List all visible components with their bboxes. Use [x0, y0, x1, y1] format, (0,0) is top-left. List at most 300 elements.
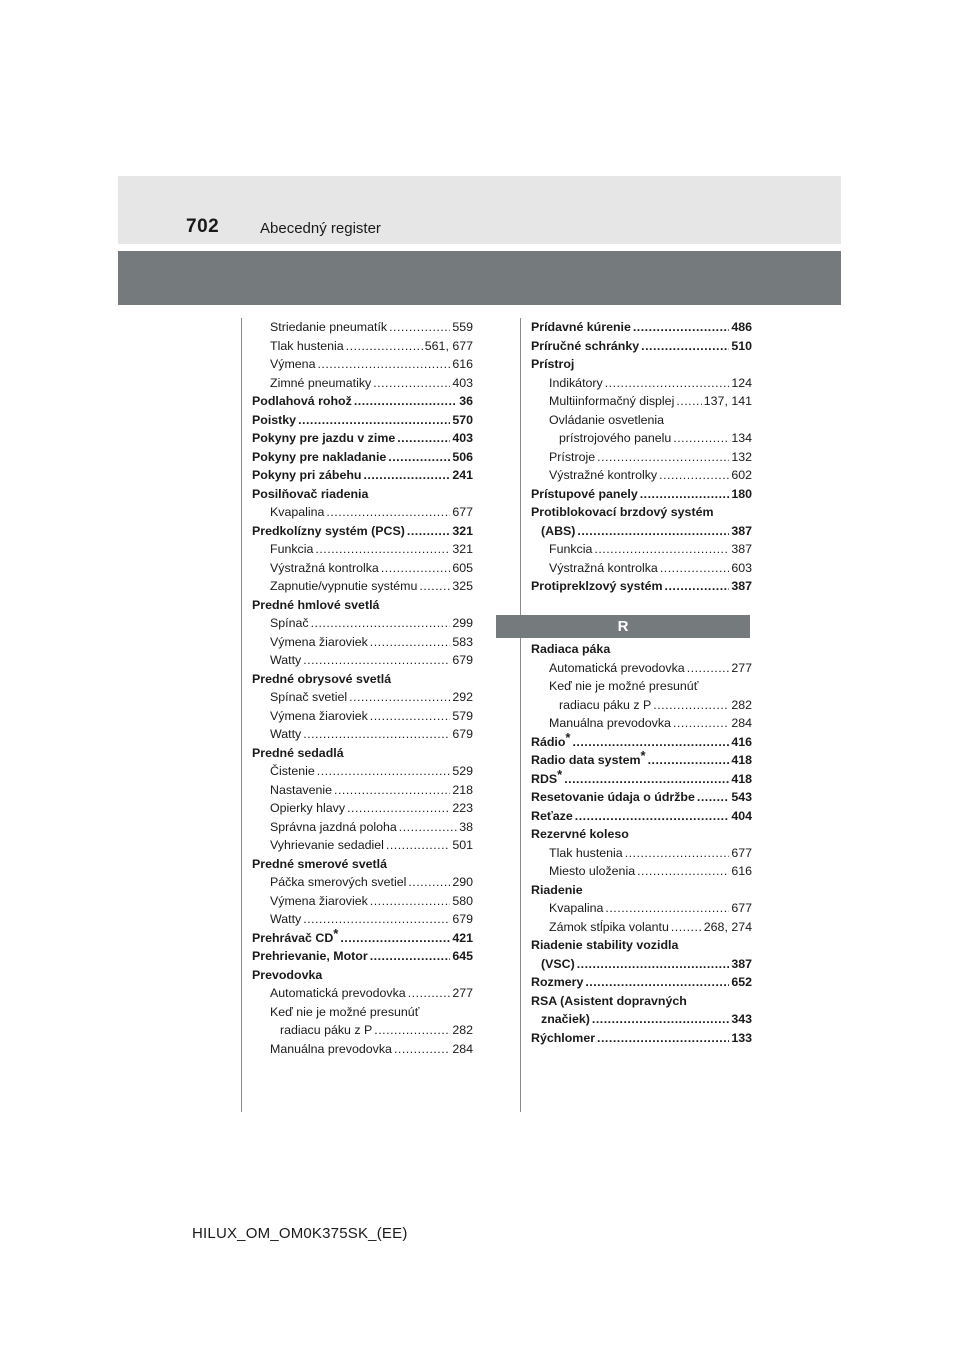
index-entry — [531, 881, 752, 900]
index-entry-page[interactable]: 580 — [452, 893, 473, 908]
index-entry-page[interactable]: 679 — [452, 653, 473, 667]
index-entry-term — [252, 411, 296, 430]
index-entry-page[interactable]: 677 — [731, 901, 752, 915]
index-entry-text: Páčka smerových svetiel — [270, 875, 407, 889]
index-entry — [252, 392, 473, 411]
dot-leader — [577, 522, 729, 541]
index-entry — [531, 318, 752, 337]
index-entry — [252, 836, 473, 855]
index-entry — [252, 411, 473, 430]
index-entry-page[interactable]: 543 — [731, 790, 752, 804]
index-entry-text: Vyhrievanie sedadiel — [270, 838, 384, 852]
index-entry — [252, 744, 473, 763]
dot-leader — [311, 614, 451, 633]
index-entry-text: Protipreklzový systém — [531, 579, 663, 593]
index-entry-page[interactable]: 579 — [452, 708, 473, 723]
index-entry-text: Prehrievanie, Motor — [252, 949, 368, 963]
index-entry-text: Výstražné kontrolky — [549, 468, 658, 482]
index-entry-term — [252, 392, 352, 411]
index-entry — [531, 429, 752, 448]
index-entry-page[interactable]: 343 — [731, 1012, 752, 1026]
index-entry — [531, 807, 752, 826]
dot-leader — [386, 836, 450, 855]
index-entry — [252, 633, 473, 652]
index-entry — [252, 725, 473, 744]
index-entry-text: Predkolízny systém (PCS) — [252, 523, 405, 538]
dot-leader — [388, 448, 450, 467]
footnote-star: * — [557, 766, 563, 782]
index-entry-term — [549, 413, 664, 427]
dot-leader — [633, 318, 729, 337]
index-entry — [252, 540, 473, 559]
index-entry-page[interactable]: 241 — [452, 468, 473, 482]
index-entry-page[interactable]: 387 — [731, 542, 752, 556]
index-entry-term — [549, 918, 669, 937]
index-entry-page[interactable]: 218 — [452, 782, 473, 797]
index-entry — [531, 448, 752, 467]
index-entry-page[interactable]: 282 — [452, 1023, 473, 1037]
index-entry-page[interactable]: 486 — [731, 320, 752, 334]
index-entry-term — [252, 466, 361, 485]
index-entry-term — [531, 973, 583, 992]
index-entry-page[interactable]: 416 — [731, 734, 752, 749]
dot-leader — [363, 466, 450, 485]
index-entry-text: Protiblokovací brzdový systém — [531, 505, 714, 519]
index-entry-page[interactable]: 506 — [452, 449, 473, 464]
index-entry — [531, 862, 752, 881]
index-entry-term — [549, 899, 603, 918]
index-entry — [252, 855, 473, 874]
dot-leader — [594, 540, 729, 559]
index-entry — [531, 411, 752, 430]
index-entry-term — [252, 746, 344, 760]
index-entry-text: Prehrávač CD — [252, 930, 334, 945]
index-entry-page[interactable]: 277 — [452, 986, 473, 1000]
index-entry-text: Podlahová rohož — [252, 394, 352, 408]
index-entry-page[interactable]: 404 — [731, 808, 752, 823]
dot-leader — [648, 751, 730, 770]
index-entry-text: Watty — [270, 727, 302, 741]
index-entry-page[interactable]: 501 — [452, 838, 473, 852]
index-entry-text: Zámok stĺpika volantu — [549, 919, 669, 934]
index-entry — [531, 485, 752, 504]
index-entry — [252, 614, 473, 633]
index-entry-page[interactable]: 559 — [452, 320, 473, 334]
dot-leader — [381, 559, 451, 578]
index-entry-page[interactable]: 292 — [452, 690, 473, 704]
index-entry-page[interactable]: 529 — [452, 764, 473, 778]
index-entry-page[interactable]: 387 — [731, 956, 752, 971]
index-entry-term — [559, 696, 651, 715]
index-entry-text: Výmena žiaroviek — [270, 634, 368, 649]
index-entry-page[interactable]: 616 — [452, 357, 473, 371]
dot-leader — [334, 781, 450, 800]
index-entry-term — [270, 873, 406, 892]
index-entry — [252, 355, 473, 374]
index-entry-page[interactable]: 36 — [459, 394, 473, 408]
index-entry-page[interactable]: 290 — [452, 875, 473, 889]
index-entry-text: Automatická prevodovka — [549, 660, 685, 675]
index-entry-page[interactable]: 605 — [452, 560, 473, 575]
index-entry-text: Výstražná kontrolka — [270, 560, 379, 575]
index-entry-text: Prídavné kúrenie — [531, 320, 631, 334]
dot-leader — [326, 503, 450, 522]
index-entry-text: Posilňovač riadenia — [252, 486, 369, 501]
dot-leader — [665, 577, 730, 596]
index-entry-term — [270, 836, 384, 855]
index-entry-term — [531, 577, 663, 596]
index-entry-term — [531, 788, 695, 807]
index-entry-text: Keď nie je možné presunúť — [549, 679, 699, 693]
index-entry — [252, 1021, 473, 1040]
index-entry-term — [270, 559, 379, 578]
index-entry — [531, 696, 752, 715]
index-entry — [252, 892, 473, 911]
index-entry-term — [531, 994, 687, 1008]
index-entry-text: Funkcia — [270, 542, 314, 556]
index-entry — [252, 910, 473, 929]
index-entry — [531, 1029, 752, 1048]
index-entry — [252, 448, 473, 467]
index-entry-term — [531, 642, 610, 656]
footnote-star: * — [333, 925, 339, 941]
index-entry-page[interactable]: 677 — [731, 845, 752, 860]
index-entry-page[interactable]: 282 — [731, 697, 752, 712]
index-entry-page[interactable]: 679 — [452, 727, 473, 741]
index-entry-term — [252, 522, 405, 541]
dot-leader — [407, 522, 450, 541]
index-entry — [531, 918, 752, 937]
index-entry-page[interactable]: 137, 141 — [703, 394, 752, 408]
index-entry — [531, 522, 752, 541]
dot-leader — [597, 448, 729, 467]
index-entry-page[interactable]: 652 — [731, 975, 752, 989]
index-entry — [252, 947, 473, 966]
index-entry-term — [270, 984, 406, 1003]
index-entry-term — [541, 1010, 590, 1029]
header-band — [118, 176, 841, 244]
index-entry — [531, 466, 752, 485]
index-entry-term — [549, 659, 685, 678]
index-entry-term — [270, 577, 417, 596]
index-entry-page[interactable]: 403 — [452, 431, 473, 445]
index-entry — [531, 355, 752, 374]
index-entry-page[interactable]: 387 — [731, 523, 752, 538]
index-entry-term — [270, 540, 313, 559]
index-entry-text: Poistky — [252, 412, 297, 427]
index-entry-text: Radio data system — [531, 753, 641, 767]
dot-leader — [637, 862, 729, 881]
index-entry — [252, 925, 473, 948]
index-entry-term — [252, 448, 386, 467]
index-entry-term — [531, 729, 571, 752]
dot-leader — [605, 374, 730, 393]
index-entry-term — [531, 1029, 595, 1048]
index-entry-term — [531, 485, 638, 504]
index-entry-page[interactable]: 38 — [459, 819, 473, 834]
dot-leader — [370, 947, 451, 966]
index-entry-text: Tlak hustenia — [549, 845, 623, 860]
index-entry-page[interactable]: 616 — [731, 864, 752, 878]
dot-leader — [697, 788, 729, 807]
index-entry-term — [549, 392, 674, 411]
index-entry — [252, 984, 473, 1003]
dot-leader — [399, 818, 457, 837]
index-entry — [252, 688, 473, 707]
index-entry-page[interactable]: 299 — [452, 616, 473, 630]
index-entry-text: Miesto uloženia — [549, 864, 636, 878]
index-entry-page[interactable]: 418 — [731, 771, 752, 786]
index-entry — [531, 503, 752, 522]
index-entry — [252, 466, 473, 485]
index-entry — [252, 337, 473, 356]
dot-leader — [419, 577, 450, 596]
index-entry-text: Opierky hlavy — [270, 801, 346, 815]
index-entry-text: Nastavenie — [270, 782, 332, 797]
dot-leader — [317, 762, 451, 781]
dot-leader — [349, 688, 450, 707]
index-entry — [531, 337, 752, 356]
index-entry-term — [270, 503, 324, 522]
index-entry-page[interactable]: 418 — [731, 753, 752, 767]
index-entry — [252, 485, 473, 504]
index-entry-text: Manuálna prevodovka — [549, 716, 671, 730]
index-entry-term — [270, 781, 332, 800]
dot-leader — [625, 844, 730, 863]
dot-leader — [673, 429, 729, 448]
index-entry — [252, 1040, 473, 1059]
dot-leader — [298, 411, 450, 430]
index-entry-term — [531, 766, 563, 789]
index-entry-page[interactable]: 124 — [731, 375, 752, 390]
dot-leader — [346, 337, 423, 356]
index-entry-page[interactable]: 277 — [731, 660, 752, 675]
dot-leader — [397, 429, 450, 448]
index-entry-page[interactable]: 602 — [731, 468, 752, 482]
index-entry-text: Riadenie — [531, 882, 583, 897]
index-entry-page[interactable]: 570 — [452, 412, 473, 427]
index-entry-text: Zapnutie/vypnutie systému — [270, 579, 418, 593]
index-entry-text: Resetovanie údaja o údržbe — [531, 790, 695, 804]
index-entry-text: Príručné schránky — [531, 338, 640, 353]
index-entry-page[interactable]: 321 — [452, 542, 473, 556]
index-entry-term — [270, 799, 345, 818]
index-entry-term — [531, 337, 639, 356]
index-entry-term — [252, 487, 368, 501]
index-entry-page[interactable]: 387 — [731, 579, 752, 593]
index-entry-term — [252, 857, 387, 871]
index-entry-page[interactable]: 133 — [731, 1030, 752, 1045]
index-entry — [252, 873, 473, 892]
index-entry — [252, 799, 473, 818]
index-entry-text: Čistenie — [270, 764, 315, 778]
dot-leader — [597, 1029, 729, 1048]
index-entry-page[interactable]: 268, 274 — [703, 919, 752, 934]
index-entry-page[interactable]: 603 — [731, 560, 752, 575]
index-entry-term — [531, 748, 646, 770]
index-entry-text: Rýchlomer — [531, 1030, 596, 1045]
index-entry — [531, 392, 752, 411]
index-entry-term — [270, 1005, 419, 1019]
index-entry — [252, 818, 473, 837]
index-entry-term — [559, 429, 671, 448]
index-entry-text: Výmena žiaroviek — [270, 708, 368, 723]
index-entry-text: Striedanie pneumatík — [270, 320, 388, 334]
dot-leader — [303, 651, 450, 670]
dot-leader — [408, 984, 451, 1003]
index-entry-term — [541, 522, 575, 541]
index-entry-text: Predné sedadlá — [252, 745, 344, 760]
index-entry-text: (VSC) — [541, 956, 575, 971]
dot-leader — [659, 466, 729, 485]
index-entry-term — [252, 429, 395, 448]
index-entry-term — [270, 318, 387, 337]
index-entry-page[interactable]: 583 — [452, 634, 473, 649]
index-entry — [252, 318, 473, 337]
index-entry-text: Prístroje — [549, 449, 596, 464]
index-entry-text: RSA (Asistent dopravných — [531, 993, 687, 1008]
index-entry-term — [270, 614, 309, 633]
index-entry-text: prístrojového panelu — [559, 431, 672, 445]
index-entry-term — [270, 355, 315, 374]
index-entry-text: Automatická prevodovka — [270, 986, 406, 1000]
index-entry-text: Keď nie je možné presunúť — [270, 1004, 420, 1019]
dot-leader — [572, 733, 729, 752]
index-entry-term — [549, 844, 623, 863]
index-entry-page[interactable]: 677 — [452, 505, 473, 519]
dot-leader — [370, 633, 451, 652]
index-entry-term — [549, 559, 658, 578]
index-entry — [252, 429, 473, 448]
index-entry-term — [531, 827, 629, 841]
dot-leader — [641, 337, 729, 356]
index-entry-text: Predné smerové svetlá — [252, 856, 387, 871]
index-entry-term — [280, 1021, 372, 1040]
dot-leader — [605, 899, 729, 918]
index-entry-text: Zimné pneumatiky — [270, 375, 372, 390]
index-entry-page[interactable]: 325 — [452, 579, 473, 593]
index-entry-page[interactable]: 321 — [452, 523, 473, 538]
dot-leader — [653, 696, 729, 715]
index-entry-term — [270, 633, 368, 652]
index-entry-term — [270, 374, 371, 393]
index-column-1 — [252, 318, 473, 1058]
index-entry-term — [270, 337, 344, 356]
index-entry-text: Watty — [270, 653, 302, 667]
index-entry — [531, 955, 752, 974]
footnote-star: * — [565, 729, 571, 745]
index-entry — [252, 707, 473, 726]
index-entry — [531, 559, 752, 578]
index-entry-term — [270, 1040, 392, 1059]
index-entry-text: Pokyny pre jazdu v zime — [252, 431, 396, 445]
index-entry-page[interactable]: 679 — [452, 912, 473, 926]
index-entry-text: radiacu páku z P — [280, 1023, 373, 1037]
dot-leader — [671, 918, 702, 937]
dot-leader — [315, 540, 450, 559]
index-entry-page[interactable]: 421 — [452, 930, 473, 945]
index-entry — [531, 577, 752, 596]
index-entry — [252, 781, 473, 800]
index-entry-term — [531, 807, 573, 826]
dot-leader — [592, 1010, 729, 1029]
index-entry — [252, 559, 473, 578]
index-entry-page[interactable]: 180 — [731, 486, 752, 501]
index-entry-text: Prístupové panely — [531, 486, 638, 501]
index-entry-text: (ABS) — [541, 523, 576, 538]
index-entry-text: Výmena žiaroviek — [270, 893, 368, 908]
dot-leader — [640, 485, 730, 504]
index-entry — [531, 992, 752, 1011]
dot-leader — [370, 707, 451, 726]
dot-leader — [303, 910, 450, 929]
index-entry-page[interactable]: 134 — [731, 431, 752, 445]
index-entry-text: Prevodovka — [252, 967, 323, 982]
index-entry-text: Rezervné koleso — [531, 827, 629, 841]
index-entry-text: Kvapalina — [549, 901, 604, 915]
index-entry — [252, 651, 473, 670]
dot-leader — [408, 873, 450, 892]
dot-leader — [673, 714, 729, 733]
index-entry-page[interactable]: 223 — [452, 801, 473, 815]
index-entry-page[interactable]: 510 — [731, 338, 752, 353]
page-number: 702 — [186, 216, 220, 237]
index-entry-text: Rádio — [531, 734, 566, 749]
index-entry — [531, 374, 752, 393]
index-entry-text: Reťaze — [531, 808, 573, 823]
index-entry — [531, 748, 752, 770]
index-entry-page[interactable]: 561, 677 — [424, 338, 473, 353]
index-entry-term — [270, 818, 397, 837]
index-entry-text: Tlak hustenia — [270, 338, 344, 353]
index-entry-text: Indikátory — [549, 375, 603, 390]
index-entry-text: Správna jazdná poloha — [270, 819, 397, 834]
index-entry — [531, 936, 752, 955]
dot-leader — [303, 725, 450, 744]
section-title: Abecedný register — [260, 220, 381, 237]
letter-heading-r: R — [496, 615, 750, 638]
index-entry — [252, 762, 473, 781]
dot-leader — [394, 1040, 450, 1059]
index-entry-term — [252, 947, 368, 966]
index-entry-text: RDS — [531, 771, 558, 786]
index-entry-text: Spínač — [270, 616, 309, 630]
index-entry — [252, 670, 473, 689]
index-entry-page[interactable]: 284 — [452, 1041, 473, 1056]
dot-leader — [389, 318, 450, 337]
index-entry-text: Predné hmlové svetlá — [252, 597, 380, 612]
index-entry — [531, 825, 752, 844]
index-entry — [531, 640, 752, 659]
footnote-star: * — [640, 748, 646, 763]
index-entry-term — [549, 679, 698, 693]
index-entry-page[interactable]: 403 — [452, 375, 473, 390]
index-entry-page[interactable]: 284 — [731, 716, 752, 730]
index-entry-term — [252, 968, 322, 982]
dot-leader — [354, 392, 457, 411]
index-entry-term — [270, 688, 347, 707]
index-entry-page[interactable]: 645 — [452, 949, 473, 963]
index-entry-term — [252, 672, 391, 686]
dot-leader — [370, 892, 451, 911]
index-entry-term — [252, 925, 339, 948]
index-entry-term — [549, 862, 635, 881]
index-entry-page[interactable]: 132 — [731, 449, 752, 464]
dot-leader — [564, 770, 729, 789]
index-entry-term — [531, 318, 631, 337]
index-entry-term — [252, 598, 379, 612]
index-entry — [252, 374, 473, 393]
